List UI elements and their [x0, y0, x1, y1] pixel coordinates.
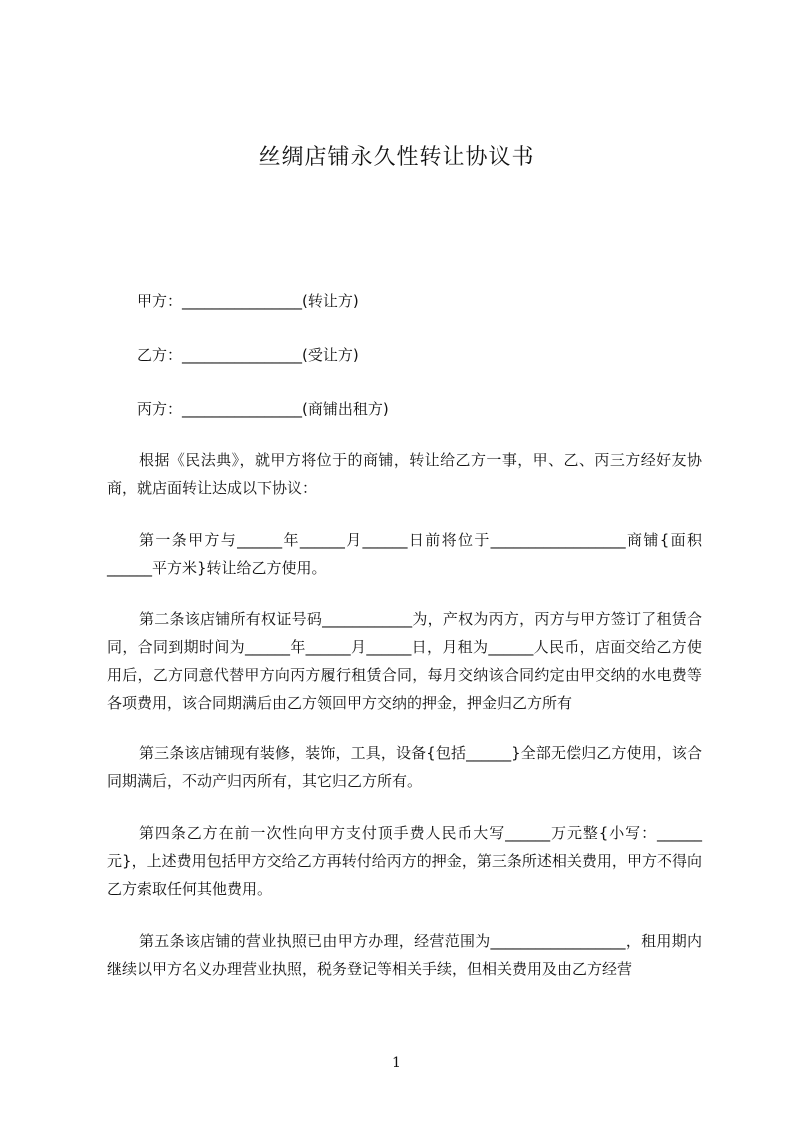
preamble-paragraph: 根据《民法典》，就甲方将位于的商铺，转让给乙方一事，甲、乙、丙三方经好友协商，就店面转让达成以下协议： [107, 451, 702, 497]
article-5-paragraph: 第五条该店铺的营业执照已由甲方办理，经营范围为__________________，租用期内继续以甲方名义办理营业执照，税务登记等相关手续，但相关费用及由乙方经营 [107, 932, 702, 978]
article-3-paragraph: 第三条该店铺现有装修，装饰，工具，设备{包括______}全部无偿归乙方使用，该合同期满后，不动产归丙所有，其它归乙方所有。 [107, 744, 702, 790]
article-1-paragraph: 第一条甲方与______年______月______日前将位于__________________商铺{面积______平方米}转让给乙方使用。 [107, 531, 702, 577]
party-a-line: 甲方：________________(转让方) [137, 292, 359, 310]
document-title: 丝绸店铺永久性转让协议书 [258, 145, 535, 170]
party-c-line: 丙方：________________(商铺出租方) [137, 400, 389, 418]
article-4-paragraph: 第四条乙方在前一次性向甲方支付顶手费人民币大写______万元整{小写：______元}，上述费用包括甲方交给乙方再转付给丙方的押金，第三条所述相关费用，甲方不得向乙方索取任何其他费用。 [107, 824, 702, 898]
page-number: 1 [392, 1055, 401, 1071]
article-2-paragraph: 第二条该店铺所有权证号码____________为，产权为丙方，丙方与甲方签订了租赁合同，合同到期时间为______年______月______日，月租为______人民币，店面交给乙方使用后，乙方同意代替甲方向丙方履行租赁合同，每月交纳该合同约定由甲交纳的水电费等各项费用，该合同期满后由乙方领回甲方交纳的押金，押金归乙方所有 [107, 610, 702, 712]
party-b-line: 乙方：________________(受让方) [137, 346, 359, 364]
